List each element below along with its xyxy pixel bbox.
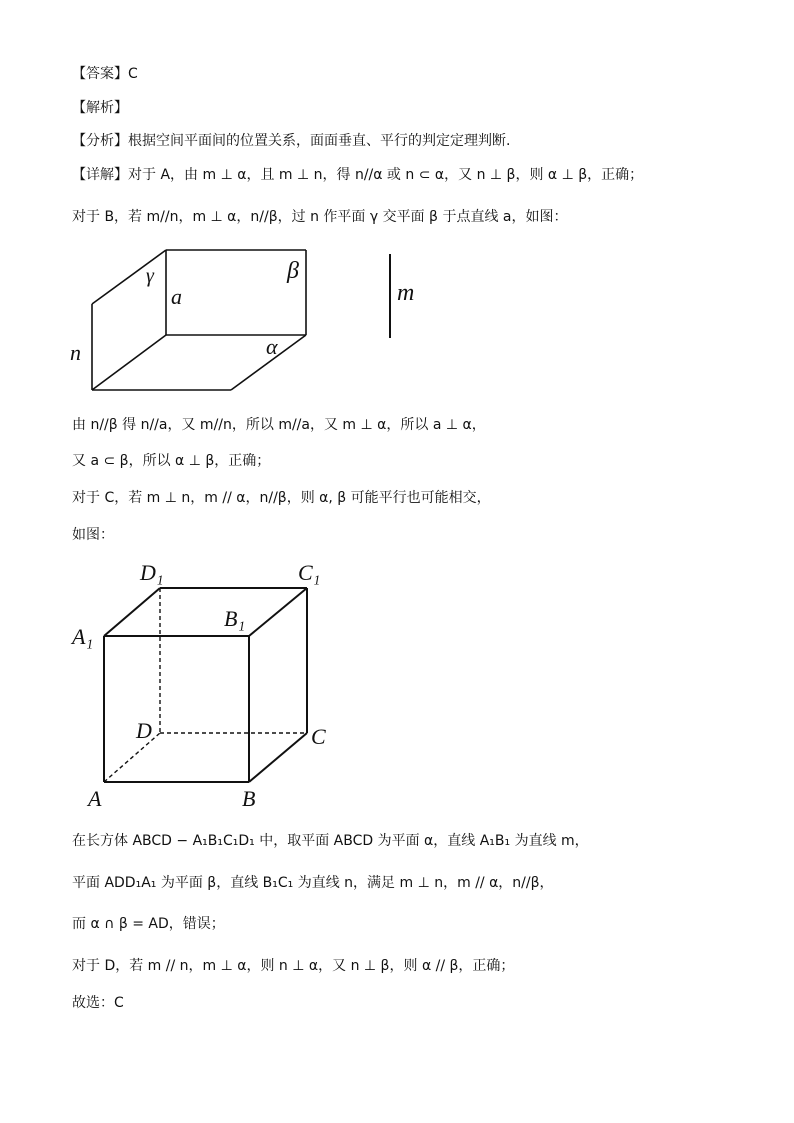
analysis-heading: 【解析】 <box>72 100 128 116</box>
case-c-line-1: 在长方体 ABCD − A₁B₁C₁D₁ 中，取平面 ABCD 为平面 α，直线 A₁B₁ 为直线 m， <box>72 833 589 849</box>
label-b1: B₁ <box>224 606 246 631</box>
edge-a1-d1 <box>104 588 160 636</box>
case-b-intro: 对于 B，若 m//n，m ⊥ α，n//β，过 n 作平面 γ 交平面 β 于点直线 a，如图： <box>72 209 568 225</box>
answer-line: 【答案】C <box>72 66 138 82</box>
cuboid-diagram <box>66 556 356 818</box>
label-gamma: γ <box>146 265 154 287</box>
edge-b1-c1 <box>249 588 307 636</box>
case-b-line-2: 又 a ⊂ β，所以 α ⊥ β，正确； <box>72 453 271 469</box>
alpha-plane-left-edge <box>92 335 166 390</box>
label-d: D <box>136 718 152 743</box>
label-beta: β <box>287 258 299 284</box>
label-m: m <box>397 280 415 306</box>
case-d-line: 对于 D，若 m // n，m ⊥ α，则 n ⊥ α，又 n ⊥ β，则 α // β，正确； <box>72 958 515 974</box>
label-c: C <box>311 724 326 749</box>
label-d1: D₁ <box>140 560 164 585</box>
edge-b-c <box>249 733 307 782</box>
gamma-plane-top-edge <box>92 250 166 304</box>
case-c-intro: 对于 C，若 m ⊥ n，m // α，n//β，则 α, β 可能平行也可能相交， <box>72 490 491 506</box>
as-figure-label: 如图： <box>72 527 114 543</box>
label-c1: C₁ <box>298 560 321 585</box>
case-c-line-2: 平面 ADD₁A₁ 为平面 β，直线 B₁C₁ 为直线 n，满足 m ⊥ n，m // α，n//β， <box>72 875 554 891</box>
label-b: B <box>242 786 256 811</box>
conclusion-line: 故选：C <box>72 995 124 1011</box>
label-a1: A₁ <box>72 624 94 649</box>
label-n: n <box>70 340 81 365</box>
label-a: a <box>171 284 182 309</box>
label-a: A <box>88 786 102 811</box>
planes-diagram <box>66 242 436 398</box>
case-b-line-1: 由 n//β 得 n//a，又 m//n，所以 m//a，又 m ⊥ α，所以 a ⊥ α， <box>72 417 486 433</box>
detail-case-a: 【详解】对于 A，由 m ⊥ α，且 m ⊥ n，得 n//α 或 n ⊂ α，又 n ⊥ β，则 α ⊥ β，正确； <box>72 167 644 183</box>
analysis-summary: 【分析】根据空间平面间的位置关系，面面垂直、平行的判定定理判断. <box>72 133 511 149</box>
case-c-line-3: 而 α ∩ β = AD，错误； <box>72 916 225 932</box>
label-alpha: α <box>266 334 278 359</box>
